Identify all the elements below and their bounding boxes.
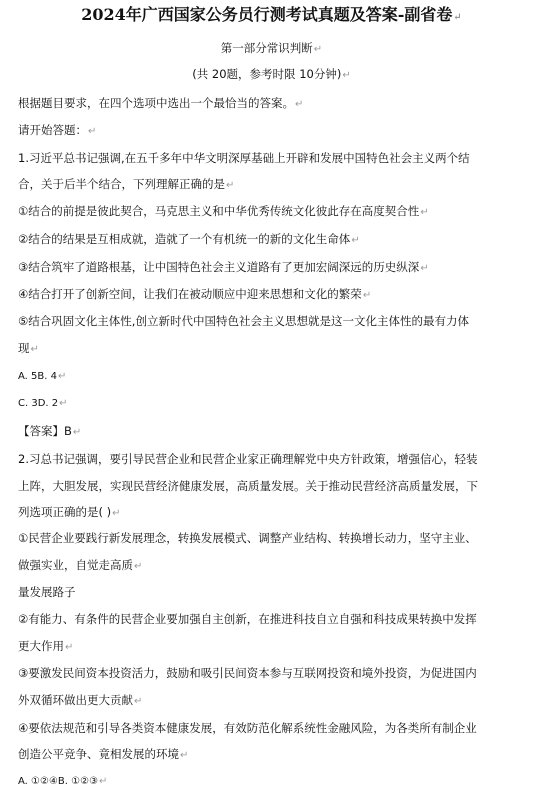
q2-stem-line: 列选项正确的是( )↵ xyxy=(18,505,121,519)
q2-choices-ab: A. ①②④B. ①②③↵ xyxy=(18,776,108,787)
paragraph-mark-icon: ↵ xyxy=(112,508,121,519)
section-heading: 第一部分常识判断↵ xyxy=(220,41,323,55)
q1-statement-3: ③结合筑牢了道路根基，让中国特色社会主义道路有了更加宏阔深远的历史纵深↵ xyxy=(18,260,429,274)
q2-statement-3: ③要激发民间资本投资活力，鼓励和吸引民间资本参与互联网投资和境外投资，为促进国内 xyxy=(18,666,477,680)
start-prompt: 请开始答题：↵ xyxy=(18,123,97,137)
document-title: 2024年广西国家公务员行测考试真题及答案-副省卷↵ xyxy=(81,5,462,24)
q1-answer: 【答案】B↵ xyxy=(18,424,82,438)
paragraph-mark-icon: ↵ xyxy=(65,642,74,653)
q2-statement-4: ④要依法规范和引导各类资本健康发展，有效防范化解系统性金融风险，为各类所有制企业 xyxy=(18,721,477,735)
instruction-text: 根据题目要求，在四个选项中选出一个最恰当的答案。↵ xyxy=(18,96,304,110)
q2-statement-3-cont: 外双循环做出更大贡献↵ xyxy=(18,693,143,707)
paragraph-mark-icon: ↵ xyxy=(88,126,97,137)
q2-statement-1-cont: 量发展路子 xyxy=(18,585,76,599)
paragraph-mark-icon: ↵ xyxy=(313,44,323,55)
q1-statement-5-cont: 现↵ xyxy=(18,341,39,355)
paragraph-mark-icon: ↵ xyxy=(180,750,189,761)
paragraph-mark-icon: ↵ xyxy=(57,371,67,382)
q1-choices-ab: A. 5B. 4↵ xyxy=(18,371,67,382)
q2-stem-line: 上阵，大胆发展，实现民营经济健康发展，高质量发展。关于推动民营经济高质量发展，下 xyxy=(18,479,478,493)
q2-statement-2-cont: 更大作用↵ xyxy=(18,639,74,653)
section-subtitle: (共 20题，参考时限 10分钟)↵ xyxy=(192,67,351,81)
paragraph-mark-icon: ↵ xyxy=(420,263,429,274)
q2-statement-2: ②有能力、有条件的民营企业要加强自主创新，在推进科技自立自强和科技成果转换中发挥 xyxy=(18,612,477,626)
q2-statement-4-cont: 创造公平竞争、竟相发展的环境↵ xyxy=(18,747,189,761)
q1-statement-4: ④结合打开了创新空间，让我们在被动顺应中迎来思想和文化的繁荣↵ xyxy=(18,287,372,301)
paragraph-mark-icon: ↵ xyxy=(453,12,462,23)
q1-statement-2: ②结合的结果是互相成就，造就了一个有机统一的新的文化生命体↵ xyxy=(18,232,360,246)
paragraph-mark-icon: ↵ xyxy=(342,70,351,81)
q2-statement-1-cont: 做强实业，自觉走高质↵ xyxy=(18,558,143,572)
paragraph-mark-icon: ↵ xyxy=(295,99,304,110)
q1-statement-5: ⑤结合巩固文化主体性,创立新时代中国特色社会主义思想就是这一文化主体性的最有力体 xyxy=(18,314,469,328)
q1-stem-line: 合，关于后半个结合，下列理解正确的是↵ xyxy=(18,177,235,191)
paragraph-mark-icon: ↵ xyxy=(420,207,429,218)
q1-stem-line: 1.习近平总书记强调,在五千多年中华文明深厚基础上开辟和发展中国特色社会主义两个结 xyxy=(18,151,470,165)
paragraph-mark-icon: ↵ xyxy=(362,290,372,301)
paragraph-mark-icon: ↵ xyxy=(226,180,235,191)
paragraph-mark-icon: ↵ xyxy=(134,561,143,572)
paragraph-mark-icon: ↵ xyxy=(134,696,143,707)
paragraph-mark-icon: ↵ xyxy=(72,427,82,438)
q2-stem-line: 2.习总书记强调，要引导民营企业和民营企业家正确理解党中央方针政策，增强信心，轻装 xyxy=(18,452,478,466)
paragraph-mark-icon: ↵ xyxy=(30,344,39,355)
paragraph-mark-icon: ↵ xyxy=(351,235,360,246)
q2-statement-1: ①民营企业要践行新发展理念，转换发展模式、调整产业结构、转换增长动力，坚守主业、 xyxy=(18,531,477,545)
paragraph-mark-icon: ↵ xyxy=(99,776,108,787)
paragraph-mark-icon: ↵ xyxy=(59,398,68,409)
q1-statement-1: ①结合的前提是彼此契合，马克思主义和中华优秀传统文化彼此存在高度契合性↵ xyxy=(18,204,429,218)
q1-choices-cd: C. 3D. 2↵ xyxy=(18,398,68,409)
